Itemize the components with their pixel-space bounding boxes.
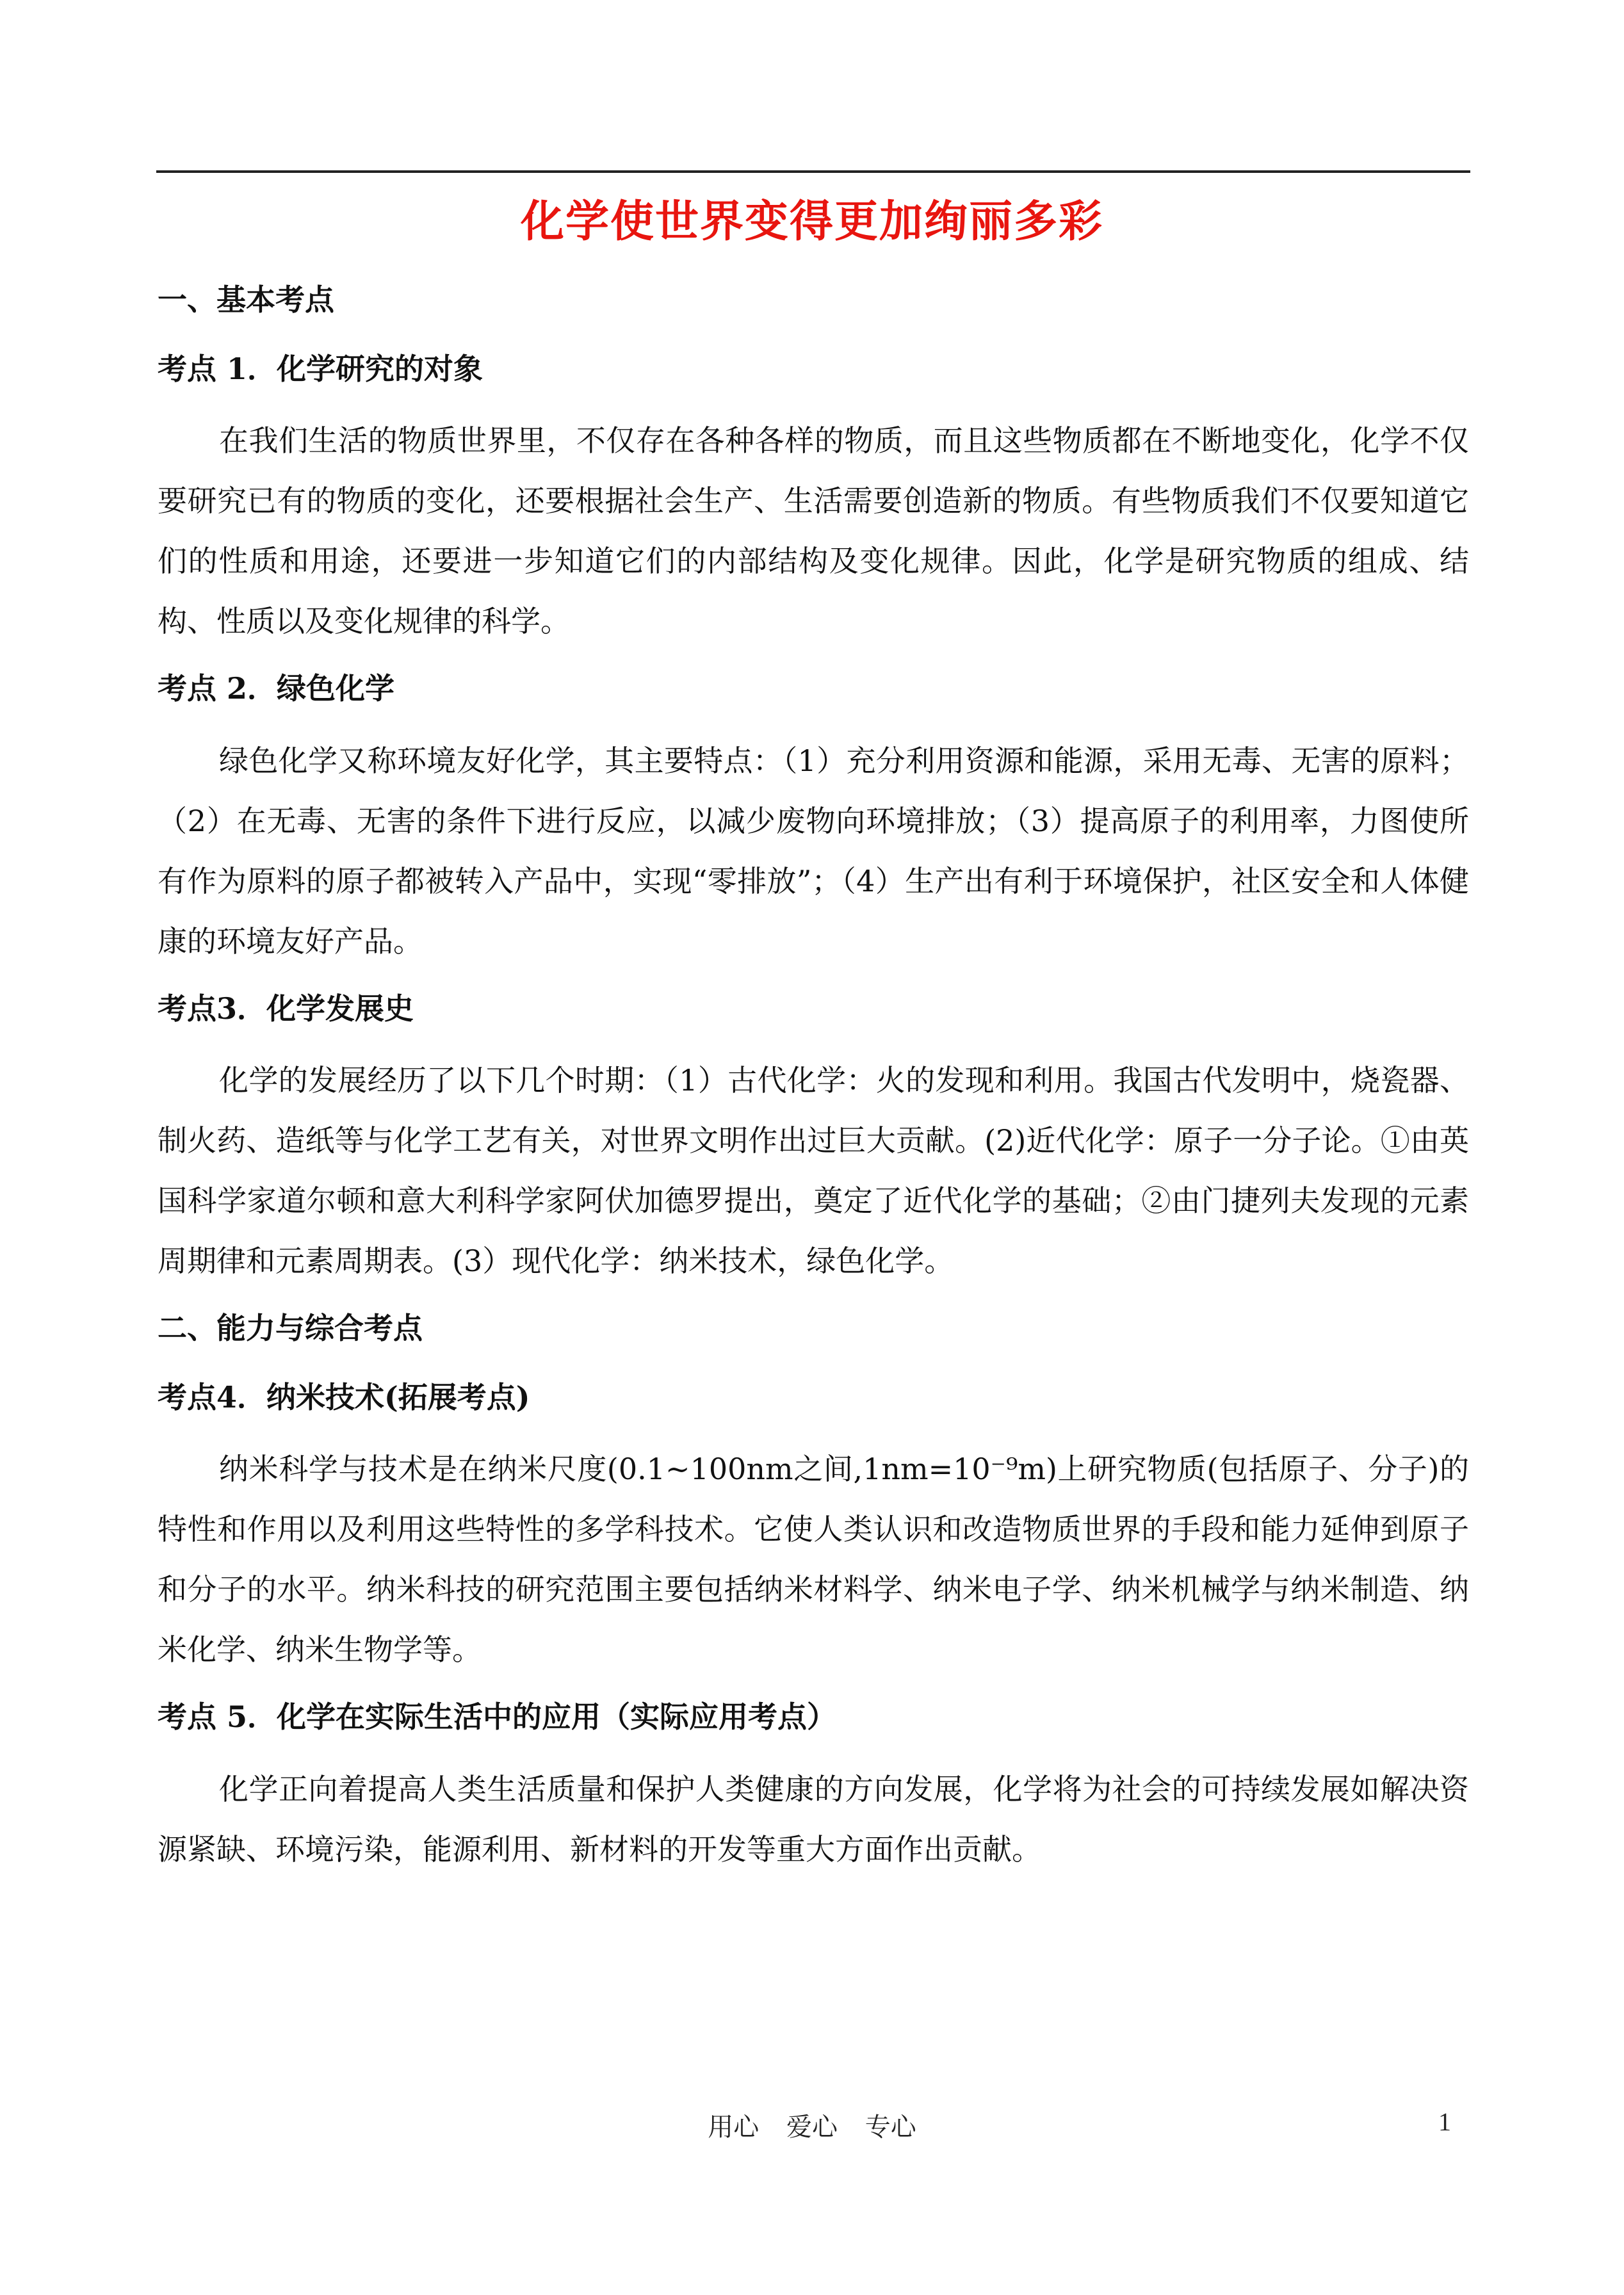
footer-motto: 用心 爱心 专心 <box>708 2113 916 2142</box>
topic-heading-4: 考点4．纳米技术(拓展考点) <box>158 1379 530 1415</box>
topic-heading-5: 考点 5．化学在实际生活中的应用（实际应用考点） <box>158 1699 837 1734</box>
topic-heading-1: 考点 1．化学研究的对象 <box>158 351 483 386</box>
document-body <box>158 282 1469 1899</box>
section-heading-ability: 二、能力与综合考点 <box>158 1311 423 1345</box>
page-number: 1 <box>1438 2107 1451 2136</box>
topic-body-5: 化学正向着提高人类生活质量和保护人类健康的方向发展，化学将为社会的可持续发展如解决资源紧缺、环境污染，能源利用、新材料的开发等重大方面作出贡献。 <box>158 1771 1469 1867</box>
topic-heading-3: 考点3．化学发展史 <box>158 991 414 1026</box>
topic-body-2: 绿色化学又称环境友好化学，其主要特点：（1）充分利用资源和能源，采用无毒、无害的原料；（2）在无毒、无害的条件下进行反应，以减少废物向环境排放；（3）提高原子的利用率，力图使所有作为原料的原子都被转入产品中，实现“零排放”；（4）生产出有利于环境保护，社区安全和人体健康的环境友好产品。 <box>158 743 1469 959</box>
header-rule <box>156 170 1470 173</box>
topic-body-1: 在我们生活的物质世界里，不仅存在各种各样的物质，而且这些物质都在不断地变化，化学不仅要研究已有的物质的变化，还要根据社会生产、生活需要创造新的物质。有些物质我们不仅要知道它们的性质和用途，还要进一步知道它们的内部结构及变化规律。因此，化学是研究物质的组成、结构、性质以及变化规律的科学。 <box>158 423 1469 638</box>
section-heading-basic: 一、基本考点 <box>158 282 334 317</box>
topic-body-4: 纳米科学与技术是在纳米尺度(0.1~100nm之间,1nm=10⁻⁹m)上研究物质(包括原子、分子)的特性和作用以及利用这些特性的多学科技术。它使人类认识和改造物质世界的手段和能力延伸到原子和分子的水平。纳米科技的研究范围主要包括纳米材料学、纳米电子学、纳米机械学与纳米制造、纳米化学、纳米生物学等。 <box>158 1452 1469 1667</box>
document-title: 化学使世界变得更加绚丽多彩 <box>520 196 1103 247</box>
topic-heading-2: 考点 2．绿色化学 <box>158 671 395 706</box>
topic-body-3: 化学的发展经历了以下几个时期：（1）古代化学：火的发现和利用。我国古代发明中，烧瓷器、制火药、造纸等与化学工艺有关，对世界文明作出过巨大贡献。(2)近代化学：原子一分子论。①由英国科学家道尔顿和意大利科学家阿伏加德罗提出，奠定了近代化学的基础；②由门捷列夫发现的元素周期律和元素周期表。(3）现代化学：纳米技术，绿色化学。 <box>158 1063 1469 1278</box>
